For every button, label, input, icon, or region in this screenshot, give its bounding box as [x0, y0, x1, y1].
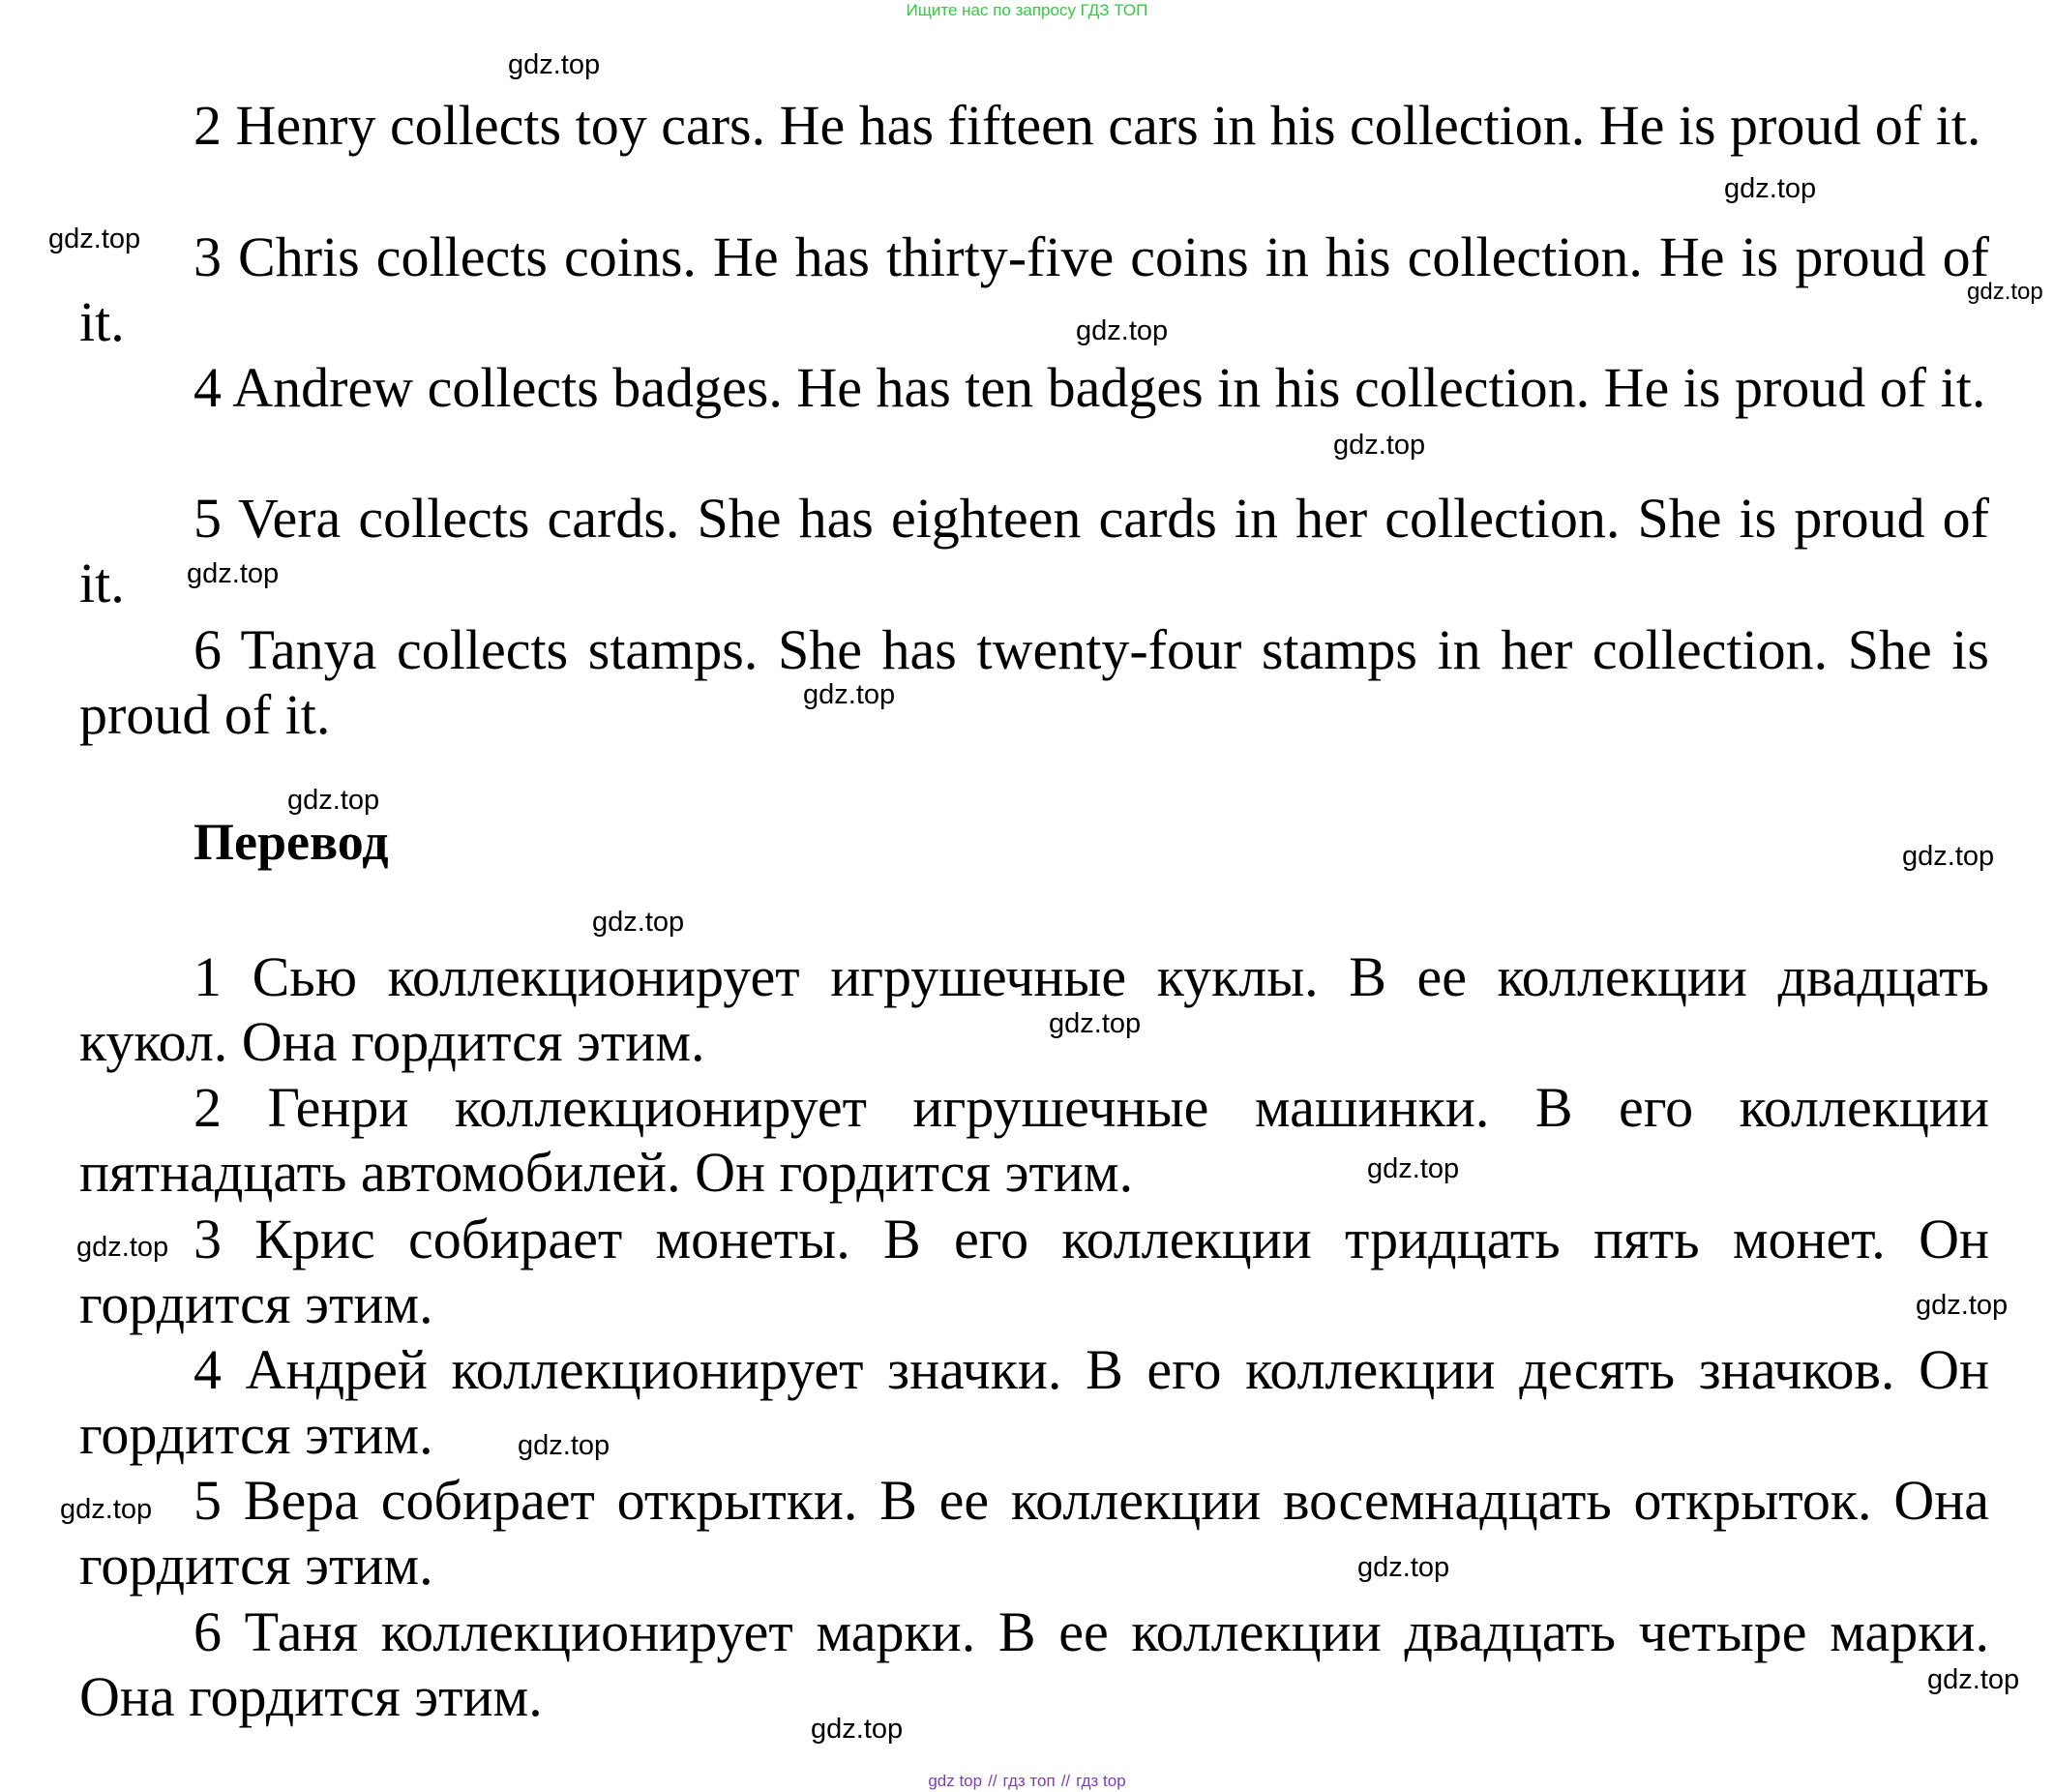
banner-text: Ищите нас по запросу ГДЗ ТОП — [906, 1, 1148, 19]
bottom-footer — [0, 1771, 2054, 1792]
watermark: gdz.top — [1927, 1664, 2020, 1695]
watermark: gdz.top — [187, 558, 280, 589]
english-paragraph-5: 5 Vera collects cards. She has eighteen cards in her collection. She is proud of it. — [79, 487, 1989, 614]
watermark: gdz.top — [1049, 1008, 1142, 1039]
watermark: gdz.top — [48, 224, 141, 254]
watermark: gdz.top — [518, 1430, 610, 1461]
translation-heading: Перевод — [193, 813, 389, 871]
footer-link-gdz-top[interactable]: gdz top — [928, 1772, 983, 1790]
english-paragraph-2: 2 Henry collects toy cars. He has fifteen cars in his collection. He is proud of it. — [193, 94, 1981, 157]
footer-link-gdz-top-mixed[interactable]: гдз top — [1076, 1772, 1126, 1790]
translation-paragraph-6: 6 Таня коллекционирует марки. В ее коллекции двадцать четыре марки. Она гордится этим. — [79, 1600, 1989, 1728]
translation-paragraph-2: 2 Генри коллекционирует игрушечные машинки. В его коллекции пятнадцать автомобилей. Он гордится этим. — [79, 1076, 1989, 1204]
footer-link-gdz-top-ru[interactable]: гдз топ — [1002, 1772, 1056, 1790]
watermark: gdz.top — [1967, 279, 2043, 305]
translation-paragraph-5: 5 Вера собирает открытки. В ее коллекции восемнадцать открыток. Она гордится этим. — [79, 1469, 1989, 1597]
top-banner — [0, 0, 2054, 21]
watermark: gdz.top — [287, 785, 380, 816]
watermark: gdz.top — [1367, 1153, 1460, 1184]
watermark: gdz.top — [1076, 315, 1169, 346]
watermark: gdz.top — [76, 1232, 169, 1263]
english-paragraph-4: 4 Andrew collects badges. He has ten badges in his collection. He is proud of it. — [193, 356, 1986, 419]
watermark: gdz.top — [592, 907, 685, 938]
watermark: gdz.top — [508, 49, 601, 80]
watermark: gdz.top — [1916, 1290, 2009, 1321]
translation-paragraph-1: 1 Сью коллекционирует игрушечные куклы. В ее коллекции двадцать кукол. Она гордится этим. — [79, 945, 1989, 1073]
watermark: gdz.top — [803, 679, 896, 710]
watermark: gdz.top — [1724, 173, 1817, 204]
translation-paragraph-4: 4 Андрей коллекционирует значки. В его коллекции десять значков. Он гордится этим. — [79, 1338, 1989, 1466]
watermark: gdz.top — [1333, 430, 1426, 461]
english-paragraph-3: 3 Chris collects coins. He has thirty-five coins in his collection. He is proud of it. — [79, 225, 1989, 353]
watermark: gdz.top — [60, 1494, 153, 1525]
english-paragraph-6: 6 Tanya collects stamps. She has twenty-four stamps in her collection. She is proud of it. — [79, 618, 1989, 746]
watermark: gdz.top — [811, 1714, 904, 1745]
footer-separator: // — [988, 1772, 997, 1790]
footer-separator: // — [1060, 1772, 1071, 1790]
translation-paragraph-3: 3 Крис собирает монеты. В его коллекции тридцать пять монет. Он гордится этим. — [79, 1208, 1989, 1335]
watermark: gdz.top — [1902, 841, 1995, 872]
watermark: gdz.top — [1357, 1552, 1450, 1583]
